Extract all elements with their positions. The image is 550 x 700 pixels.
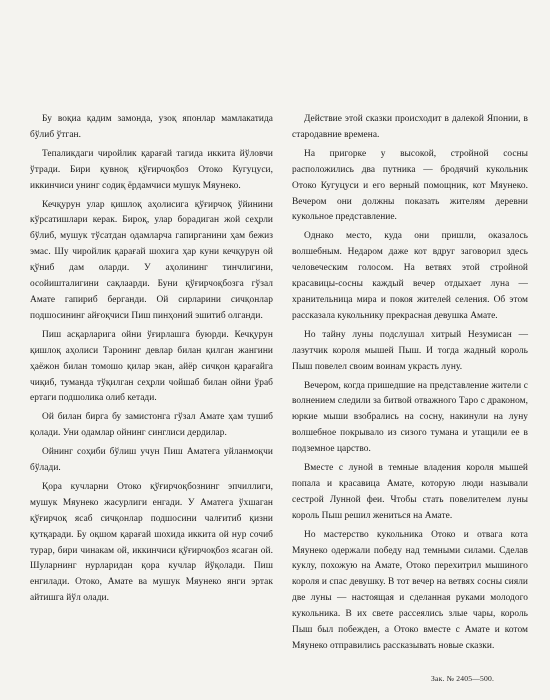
paragraph: Кечқурун улар қишлоқ аҳолисига қўғирчоқ ўйинини кўрсатишлари керак. Бироқ, улар борадиган жой сеҳрли бўлиб, мушук тўсатдан одамларча гапирганини ҳам бежиз эмас. Шу чиройлик қарағай шохига ҳар куни кечқурун ой қўниб дам оларди. У аҳолининг тинчлигини, осойишталигини сақлаарди. Буни қўғирчоқбозга гўзал Амате гапириб берганди. Ой сирларини сичқонлар подшосининг айғоқчиси Пиш пинҳоний эшитиб олганди. <box>30 199 273 321</box>
paragraph: Вечером, когда пришедшие на представление жители с волнением следили за битвой отважного Таро с драконом, юркие мыши взобрались на сосну, накинули на луну волшебное покрывало из сизого тумана и утащили ее в подземное царство. <box>292 380 528 455</box>
left-column-uzbek <box>30 112 273 610</box>
paragraph: Ойнинг соҳиби бўлиш учун Пиш Аматега уйланмоқчи бўлади. <box>30 447 273 474</box>
paragraph: Ой билан бирга бу замистонга гўзал Амате ҳам тушиб қолади. Уни одамлар ойнинг синглиси дердилар. <box>30 412 273 439</box>
paragraph: Бу воқиа қадим замонда, узоқ японлар мамлакатида бўлиб ўтган. <box>30 114 273 140</box>
paragraph: Пиш асқарларига ойни ўғирлашга буюрди. Кечқурун қишлоқ аҳолиси Таронинг девлар билан қилган жангини ҳаёжон билан томошо қилар экан, айёр сичқон қарағайга чиқиб, туманда тўқилган сеҳрли чойшаб билан ойни ўраб ертаги подшолика олиб кетади. <box>30 329 273 404</box>
print-order-number: Зак. № 2405—500. <box>431 674 495 683</box>
paragraph: Но тайну луны подслушал хитрый Незумисан — лазутчик короля мышей Пыш. И тогда жадный король Пыш повелел своим воинам украсть луну. <box>292 329 528 372</box>
paragraph: Но мастерство кукольника Отоко и отвага кота Мяунеко одержали победу над темными силами. Сделав куклу, похожую на Амате, Отоко перехитрил мышиного короля и спас девушку. В тот вечер на ветвях сосны сияли две луны — настоящая и сделанная руками молодого кукольника. В их свете рассеялись злые чары, король Пыш был побежден, а Отоко вместе с Амате и котом Мяунеко отправились рассказывать новые сказки. <box>292 529 528 651</box>
paragraph: Қора кучларни Отоко қўғирчоқбознинг эпчиллиги, мушук Мяунеко жасурлиги енгади. У Аматега ўхшаган қўғирчоқ ясаб сичқонлар подшосини чалғитиб қизни қутқаради. Бу оқшом қарағай шохида иккита ой нур сочиб турар, бири чинакам ой, иккинчиси қўғирчоқбоз ясаган ой. Шуларнинг нурларидан қора кучлар йўқолади. Пиш енгилади. Отоко, Амате ва мушук Мяунеко янги эртак айтишга йўл олади. <box>30 481 273 604</box>
paragraph: Однако место, куда они пришли, оказалось волшебным. Недаром даже кот вдруг заговорил здесь человеческим голосом. На ветвях этой стройной красавицы-сосны каждый вечер отдыхает луна — хранительница мира и покоя жителей селения. Об этом рассказала кукольнику прекрасная девушка Амате. <box>292 231 528 321</box>
right-column-russian <box>292 112 528 658</box>
paragraph: Вместе с луной в темные владения короля мышей попала и красавица Амате, которую люди называли сестрой Лунной феи. Чтобы стать повелителем луны король Пыш решил жениться на Амате. <box>292 463 528 521</box>
paragraph: Действие этой сказки происходит в далекой Японии, в стародавние времена. <box>292 114 528 140</box>
paragraph: Тепаликдаги чиройлик қарағай тагида иккита йўловчи ўтради. Бири қувноқ қўғирчоқбоз Отоко Кугуцуси, иккинчиси унинг содиқ ёрдамчиси мушук Мяунеко. <box>30 148 273 191</box>
paragraph: На пригорке у высокой, стройной сосны расположились два путника — бродячий кукольник Отоко Кугуцуси и его верный помощник, кот Мяунеко. Вечером они должны показать жителям деревни кукольное представление. <box>292 148 528 223</box>
